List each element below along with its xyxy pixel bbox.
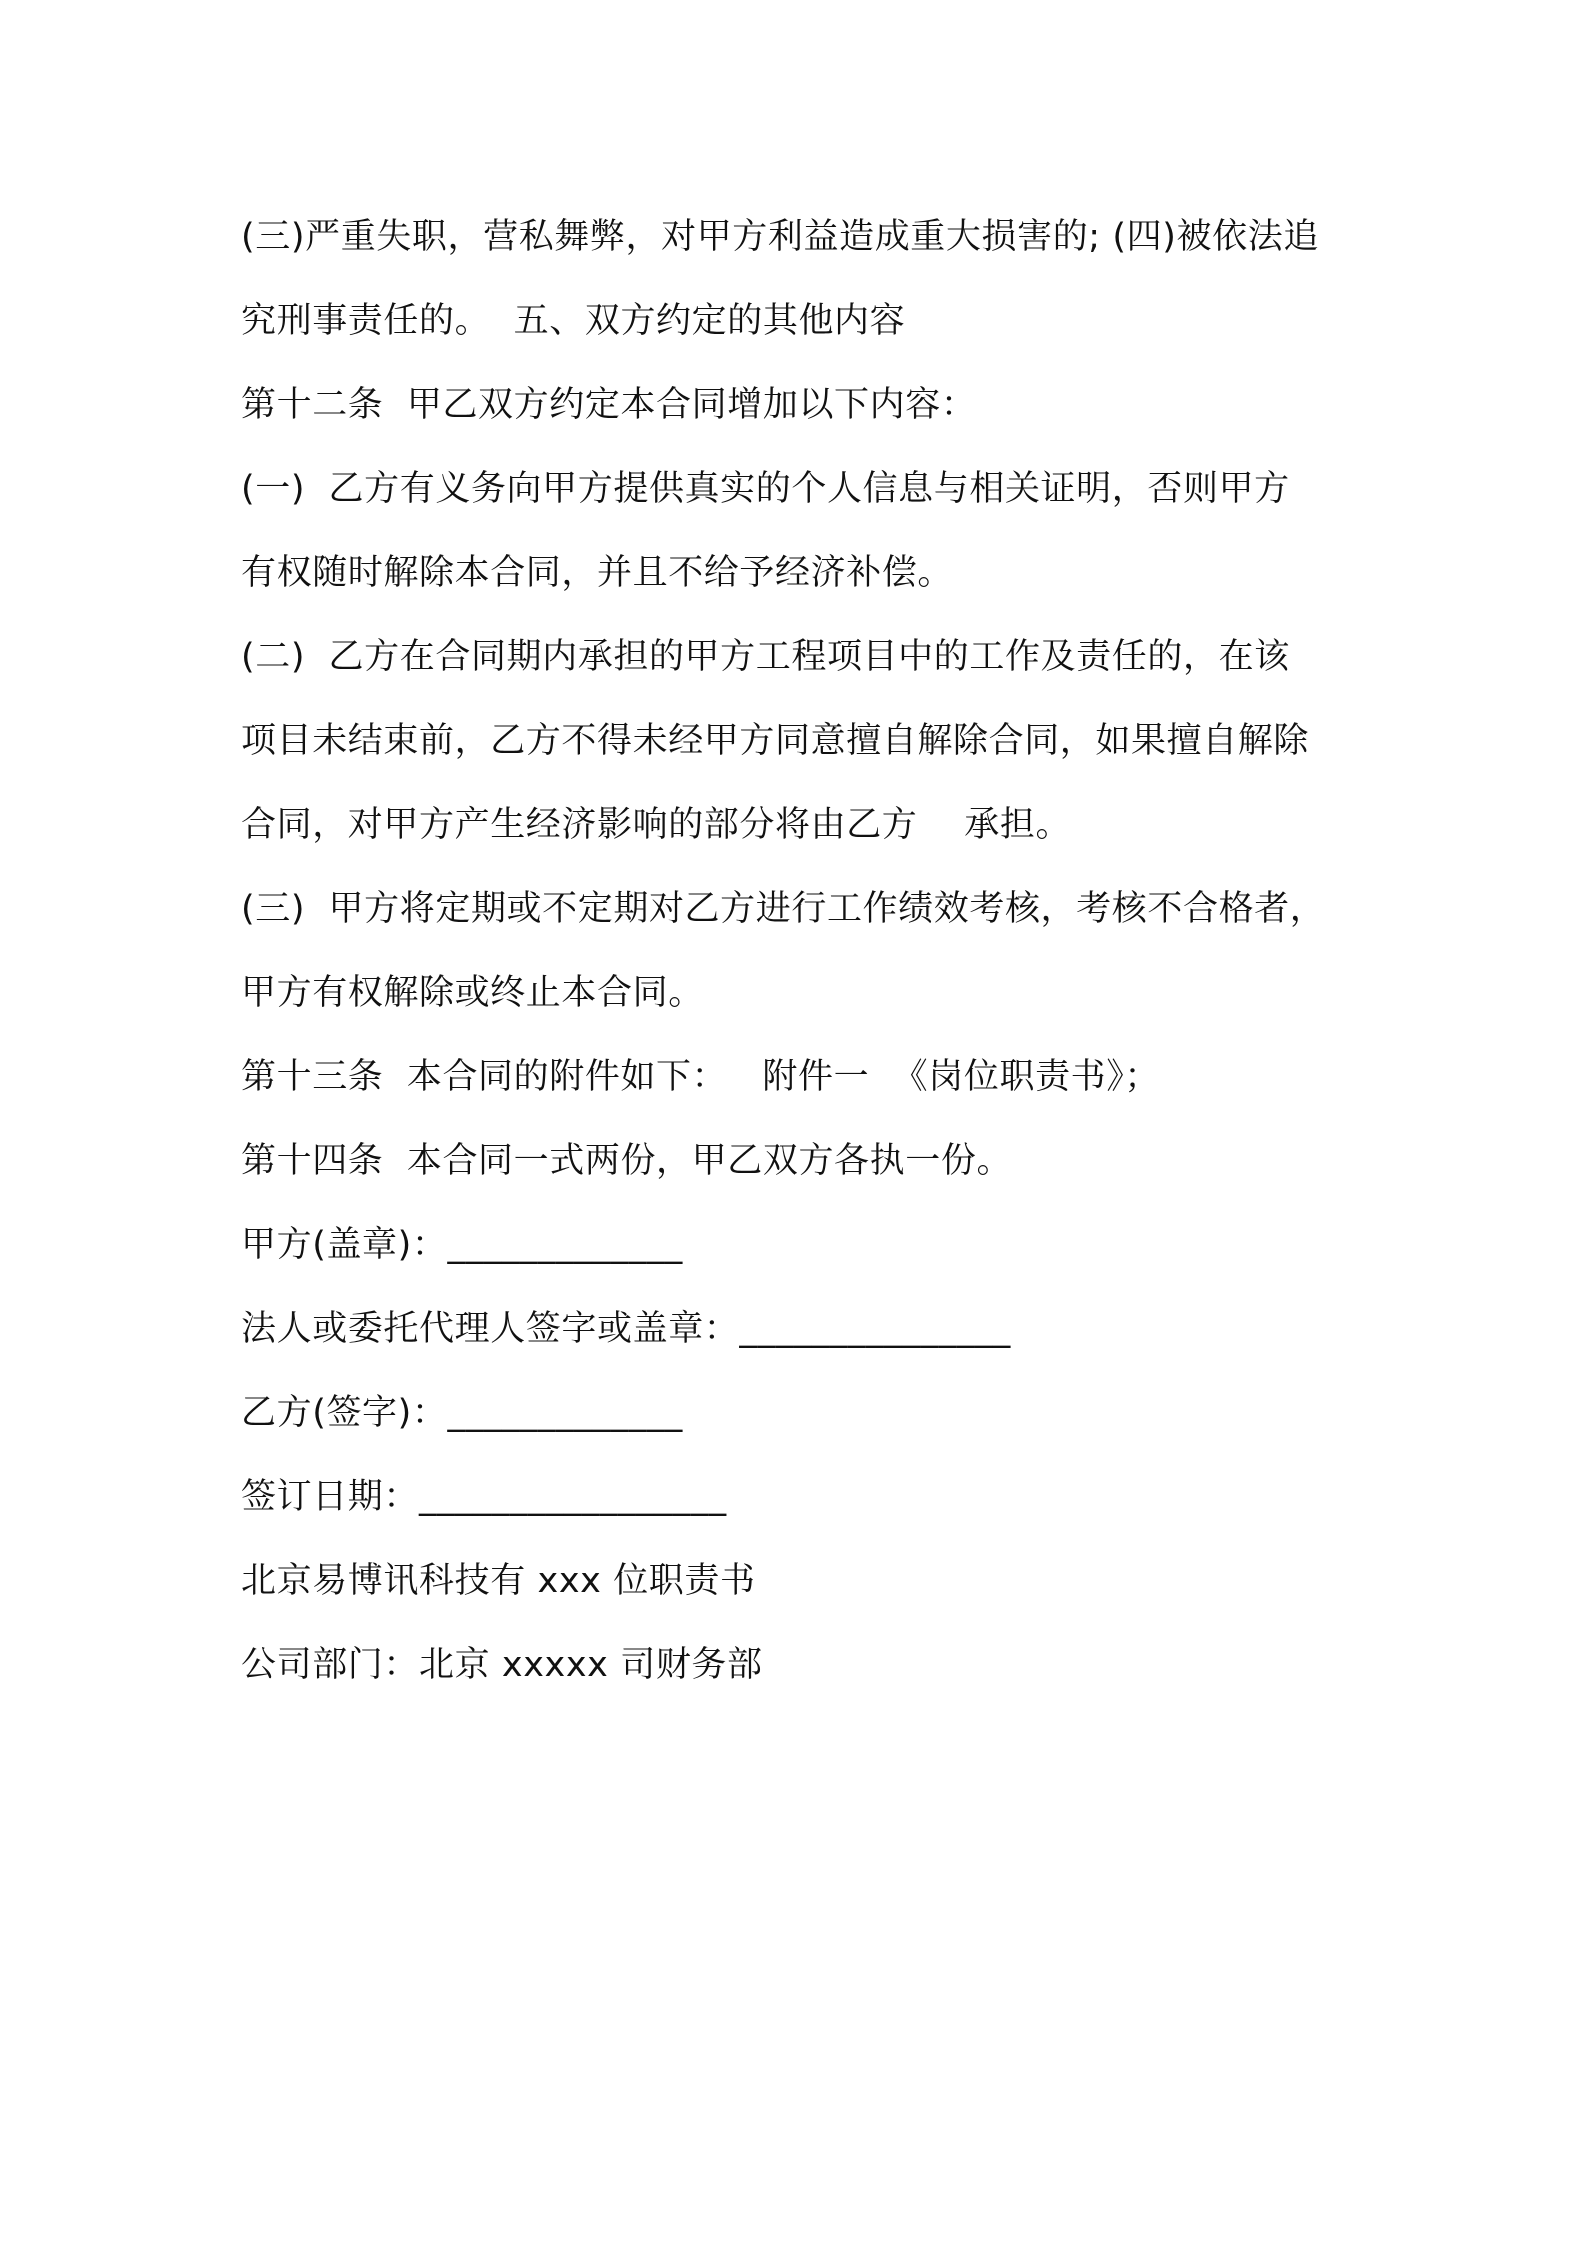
company-department: 公司部门：北京 xxxxx 司财务部 [241, 1645, 763, 1685]
job-description-title: 北京易博讯科技有 xxx 位职责书 [241, 1561, 756, 1601]
article-12-heading: 第十二条 甲乙双方约定本合同增加以下内容： [241, 385, 977, 425]
article-12-item-2-line-2: 项目未结束前，乙方不得未经甲方同意擅自解除合同，如果擅自解除 [241, 721, 1310, 761]
article-12-item-1-line-1: (一) 乙方有义务向甲方提供真实的个人信息与相关证明，否则甲方 [241, 469, 1290, 509]
article-12-item-3-line-2: 甲方有权解除或终止本合同。 [241, 973, 704, 1013]
clause-line-2: 究刑事责任的。 五、双方约定的其他内容 [241, 301, 906, 341]
legal-representative-signature-field: 法人或委托代理人签字或盖章：_______________ [241, 1309, 1011, 1349]
article-14: 第十四条 本合同一式两份，甲乙双方各执一份。 [241, 1141, 1013, 1181]
article-12-item-1-line-2: 有权随时解除本合同，并且不给予经济补偿。 [241, 553, 954, 593]
signing-date-field: 签订日期：_________________ [241, 1477, 727, 1517]
party-b-signature-field: 乙方(签字)：_____________ [241, 1393, 683, 1433]
clause-line-1: (三)严重失职，营私舞弊，对甲方利益造成重大损害的; (四)被依法追 [241, 217, 1319, 257]
article-12-item-2-line-3: 合同，对甲方产生经济影响的部分将由乙方 承担。 [241, 805, 1072, 845]
article-13: 第十三条 本合同的附件如下： 附件一 《岗位职责书》； [241, 1057, 1160, 1097]
party-a-seal-field: 甲方(盖章)：_____________ [241, 1225, 683, 1265]
article-12-item-2-line-1: (二) 乙方在合同期内承担的甲方工程项目中的工作及责任的，在该 [241, 637, 1290, 677]
contract-body [241, 195, 1361, 1707]
article-12-item-3-line-1: (三) 甲方将定期或不定期对乙方进行工作绩效考核，考核不合格者， [241, 889, 1326, 929]
